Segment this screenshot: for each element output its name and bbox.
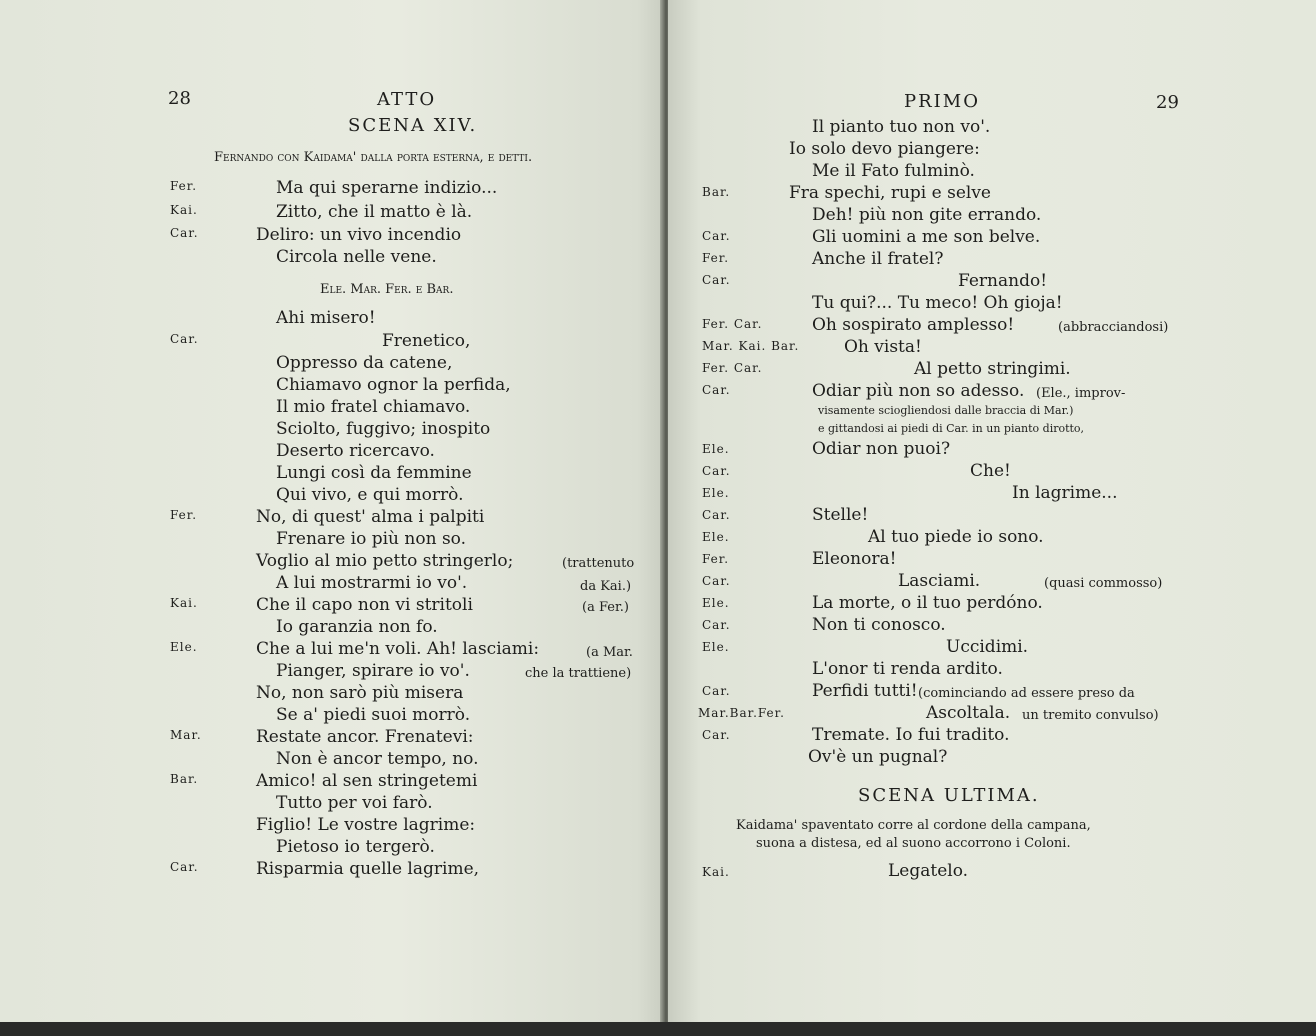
verse-line: Deh! più non gite errando. (812, 205, 1042, 225)
aside: da Kai.) (580, 579, 632, 594)
verse-line: Il mio fratel chiamavo. (276, 397, 471, 417)
verse-line: No, di quest' alma i palpiti (256, 507, 485, 527)
speaker-label: Ele. (702, 596, 730, 610)
speaker-label: Car. (702, 464, 731, 478)
speaker-label: Kai. (702, 865, 730, 879)
speaker-label: Kai. (170, 203, 198, 217)
speaker-label: Ele. (702, 640, 730, 654)
verse-line: Me il Fato fulminò. (812, 161, 975, 181)
verse-line: Fernando! (958, 271, 1048, 291)
verse-line: Circola nelle vene. (276, 247, 437, 267)
verse-line: Figlio! Le vostre lagrime: (256, 815, 476, 835)
page-number: 29 (1156, 92, 1179, 113)
aside: che la trattiene) (525, 666, 632, 681)
speaker-label: Ele. (170, 640, 198, 654)
speaker-label: Bar. (702, 185, 731, 199)
verse-line: Che! (970, 461, 1011, 481)
aside: (abbracciandosi) (1058, 320, 1169, 335)
verse-line: Frenare io più non so. (276, 529, 467, 549)
verse-line: Odiar più non so adesso. (812, 381, 1025, 401)
speaker-label: Car. (170, 332, 199, 346)
speaker-label: Car. (702, 684, 731, 698)
verse-line: Deliro: un vivo incendio (256, 225, 462, 245)
verse-line: Pianger, spirare io vo'. (276, 661, 470, 681)
verse-line: Odiar non puoi? (812, 439, 951, 459)
running-header: ATTO (377, 89, 437, 110)
verse-line: Ma qui sperarne indizio... (276, 178, 498, 198)
verse-line: Oh sospirato amplesso! (812, 315, 1015, 335)
aside: (Ele., improv- (1036, 386, 1126, 401)
aside: (cominciando ad essere preso da (918, 686, 1135, 701)
aside: (a Mar. (586, 645, 633, 660)
speaker-label: Fer. Car. (702, 317, 763, 331)
speaker-label: Car. (702, 728, 731, 742)
verse-line: Lungi così da femmine (276, 463, 472, 483)
speaker-label: Fer. Car. (702, 361, 763, 375)
speaker-label: Car. (702, 574, 731, 588)
verse-line: Eleonora! (812, 549, 897, 569)
verse-line: Gli uomini a me son belve. (812, 227, 1041, 247)
speaker-label: Fer. (702, 552, 730, 566)
verse-line: L'onor ti renda ardito. (812, 659, 1003, 679)
speaker-label: Car. (702, 618, 731, 632)
speaker-label: Mar.Bar.Fer. (698, 706, 785, 720)
verse-line: Non ti conosco. (812, 615, 946, 635)
speaker-label: Fer. (170, 508, 198, 522)
aside: (trattenuto (562, 556, 635, 571)
verse-line: In lagrime... (1012, 483, 1118, 503)
scene-title: SCENA ULTIMA. (858, 785, 1040, 806)
verse-line: Che il capo non vi stritoli (256, 595, 473, 615)
speaker-label: Car. (170, 860, 199, 874)
verse-line: Restate ancor. Frenatevi: (256, 727, 474, 747)
verse-line: Amico! al sen stringetemi (256, 771, 478, 791)
stage-direction: Kaidama' spaventato corre al cordone della campana, (736, 818, 1091, 833)
aside: (quasi commosso) (1044, 576, 1163, 591)
speaker-label: Car. (702, 383, 731, 397)
aside: visamente sciogliendosi dalle braccia di Mar.) (818, 404, 1074, 417)
verse-line: Zitto, che il matto è là. (276, 202, 473, 222)
verse-line: Il pianto tuo non vo'. (812, 117, 991, 137)
speaker-label: Car. (702, 508, 731, 522)
stage-direction: Ele. Mar. Fer. e Bar. (320, 282, 454, 297)
speaker-label: Mar. (170, 728, 202, 742)
verse-line: Al petto stringimi. (914, 359, 1071, 379)
verse-line: Anche il fratel? (812, 249, 944, 269)
speaker-label: Car. (702, 273, 731, 287)
speaker-label: Bar. (170, 772, 199, 786)
speaker-label: Mar. Kai. Bar. (702, 339, 800, 353)
verse-line: Risparmia quelle lagrime, (256, 859, 480, 879)
verse-line: Se a' piedi suoi morrò. (276, 705, 471, 725)
verse-line: Tu qui?... Tu meco! Oh gioja! (812, 293, 1063, 313)
verse-line: Io solo devo piangere: (789, 139, 980, 159)
page-number: 28 (168, 88, 191, 109)
verse-line: Oppresso da catene, (276, 353, 453, 373)
speaker-label: Fer. (170, 179, 198, 193)
verse-line: La morte, o il tuo perdóno. (812, 593, 1043, 613)
speaker-label: Fer. (702, 251, 730, 265)
verse-line: Uccidimi. (946, 637, 1029, 657)
scene-title: SCENA XIV. (348, 115, 478, 136)
verse-line: Sciolto, fuggivo; inospito (276, 419, 491, 439)
verse-line: Chiamavo ognor la perfida, (276, 375, 511, 395)
speaker-label: Ele. (702, 486, 730, 500)
verse-line: Stelle! (812, 505, 869, 525)
verse-line: Oh vista! (844, 337, 922, 357)
speaker-label: Ele. (702, 530, 730, 544)
stage-direction: suona a distesa, ed al suono accorrono i Coloni. (756, 836, 1071, 851)
speaker-label: Kai. (170, 596, 198, 610)
verse-line: Ascoltala. (926, 703, 1011, 723)
speaker-label: Car. (170, 226, 199, 240)
verse-line: Perfidi tutti! (812, 681, 918, 701)
verse-line: Al tuo piede io sono. (868, 527, 1044, 547)
running-header: PRIMO (904, 91, 980, 112)
verse-line: Frenetico, (382, 331, 471, 351)
verse-line: Ov'è un pugnal? (808, 747, 948, 767)
verse-line: Ahi misero! (276, 308, 376, 328)
verse-line: Tutto per voi farò. (276, 793, 433, 813)
verse-line: Non è ancor tempo, no. (276, 749, 479, 769)
stage-direction: Fernando con Kaidama' dalla porta esterna, e detti. (214, 150, 533, 165)
speaker-label: Car. (702, 229, 731, 243)
verse-line: Tremate. Io fui tradito. (812, 725, 1010, 745)
verse-line: Deserto ricercavo. (276, 441, 435, 461)
verse-line: Voglio al mio petto stringerlo; (256, 551, 514, 571)
verse-line: Che a lui me'n voli. Ah! lasciami: (256, 639, 540, 659)
verse-line: Fra spechi, rupi e selve (789, 183, 991, 203)
aside: (a Fer.) (582, 600, 629, 615)
aside: un tremito convulso) (1022, 708, 1159, 723)
verse-line: Qui vivo, e qui morrò. (276, 485, 464, 505)
verse-line: A lui mostrarmi io vo'. (276, 573, 468, 593)
book-bottom-edge (0, 1022, 1316, 1036)
right-page (668, 0, 1316, 1036)
verse-line: Legatelo. (888, 861, 969, 881)
aside: e gittandosi ai piedi di Car. in un pianto dirotto, (818, 422, 1085, 435)
verse-line: Lasciami. (898, 571, 981, 591)
verse-line: No, non sarò più misera (256, 683, 464, 703)
speaker-label: Ele. (702, 442, 730, 456)
verse-line: Pietoso io tergerò. (276, 837, 435, 857)
verse-line: Io garanzia non fo. (276, 617, 438, 637)
